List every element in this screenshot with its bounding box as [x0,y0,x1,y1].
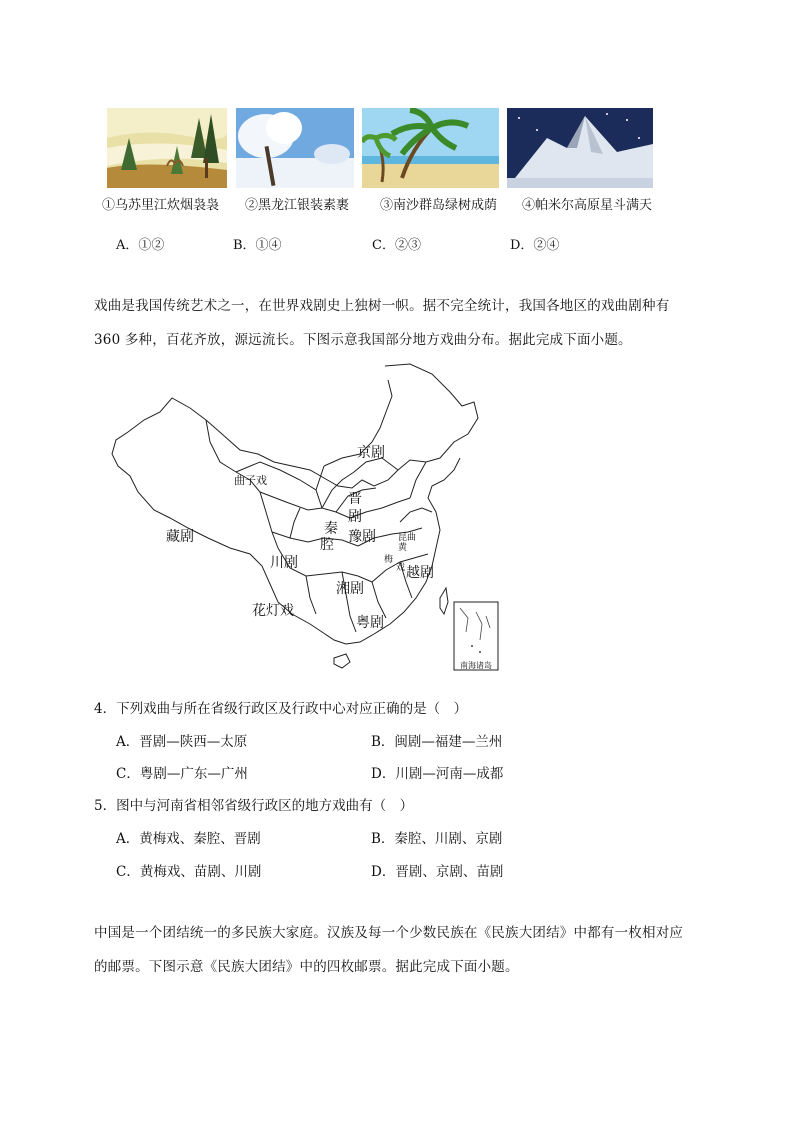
nansha-islands-illustration [362,108,499,188]
passage2-line2: 的邮票。下图示意《民族大团结》中的四枚邮票。据此完成下面小题。 [94,959,519,975]
picture-heilongjiang [236,108,354,188]
label-qin: 秦 [324,521,338,537]
q3-option-d[interactable]: D．②④ [510,238,560,253]
caption-1: ①乌苏里江炊烟袅袅 [102,198,220,213]
pamir-plateau-illustration [507,108,653,188]
ussuri-river-illustration [107,108,227,188]
q3-option-c[interactable]: C．②③ [372,238,421,253]
passage1-line2: 360 多种，百花齐放，源远流长。下图示意我国部分地方戏曲分布。据此完成下面小题。 [94,332,632,348]
picture-nansha-islands [362,108,499,188]
q5-option-a[interactable]: A．黄梅戏、秦腔、晋剧 [116,831,261,847]
caption-3: ③南沙群岛绿树成荫 [380,198,498,213]
label-kunqu: 昆曲 [398,533,417,543]
q5-option-d[interactable]: D．晋剧、京剧、苗剧 [371,864,504,880]
label-chuanju: 川剧 [270,555,298,571]
caption-2: ②黑龙江银装素裹 [245,198,350,213]
q4-option-a[interactable]: A．晋剧—陕西—太原 [116,734,248,750]
q3-option-a[interactable]: A．①② [116,238,165,253]
china-opera-map [110,362,502,674]
label-ju: 剧 [348,509,362,525]
label-south-china-sea-inset: 南海诸岛 [460,661,492,670]
q4-option-c[interactable]: C．粤剧—广东—广州 [116,766,248,782]
label-jin: 晋 [348,491,362,507]
caption-4: ④帕米尔高原星斗满天 [522,198,653,213]
heilongjiang-illustration [236,108,354,188]
label-jingju: 京剧 [357,445,385,461]
q4-option-d[interactable]: D．川剧—河南—成都 [371,766,504,782]
q5-stem: 5．图中与河南省相邻省级行政区的地方戏曲有（ ） [94,798,414,814]
label-yuju: 豫剧 [348,529,376,545]
passage1-line1: 戏曲是我国传统艺术之一，在世界戏剧史上独树一帜。据不完全统计，我国各地区的戏曲剧种有 [94,298,670,314]
label-huangmei-1: 黄 [398,543,408,553]
label-yueju-guangdong: 粤剧 [356,615,384,631]
q4-stem: 4．下列戏曲与所在省级行政区及行政中心对应正确的是（ ） [94,701,468,717]
picture-pamir-plateau [507,108,653,188]
label-yueju-zhejiang: 越剧 [406,565,434,581]
label-qiang: 腔 [320,537,334,553]
label-xiangju: 湘剧 [336,581,364,597]
q3-option-b[interactable]: B．①④ [233,238,282,253]
label-huangmei-2: 梅 [384,555,394,565]
label-huangmei-3: 戏 [396,563,406,573]
label-quzixi: 曲子戏 [234,474,267,487]
passage2-line1: 中国是一个团结统一的多民族大家庭。汉族及每一个少数民族在《民族大团结》中都有一枚相对应 [94,925,684,941]
china-map-outline [110,362,502,674]
label-zangju: 藏剧 [166,529,194,545]
q5-option-b[interactable]: B．秦腔、川剧、京剧 [371,831,503,847]
label-huadengxi: 花灯戏 [252,603,294,619]
q5-option-c[interactable]: C．黄梅戏、苗剧、川剧 [116,864,262,880]
q4-option-b[interactable]: B．闽剧—福建—兰州 [371,734,503,750]
picture-ussuri-river [107,108,227,188]
